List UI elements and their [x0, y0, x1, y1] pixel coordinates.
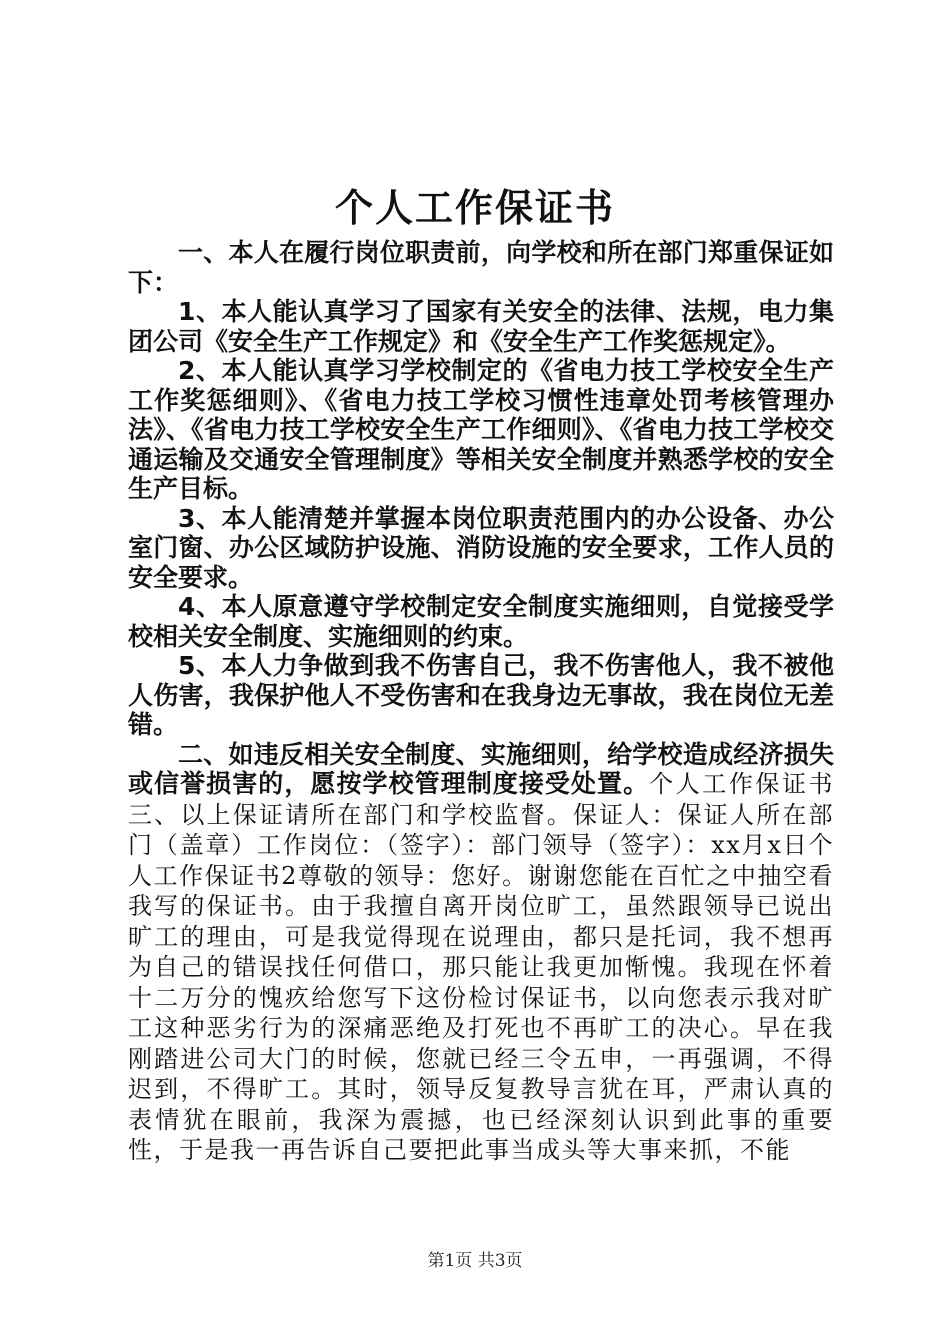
- document-title: 个人工作保证书: [334, 185, 615, 230]
- paragraph-section-2: [128, 740, 834, 1166]
- section-2-bold-text: 二、如违反相关安全制度、实施细则，给学校造成经济损失或信誉损害的，愿按学校管理制度接受处置。: [128, 739, 834, 798]
- paragraph-intro: 一、本人在履行岗位职责前，向学校和所在部门郑重保证如下：: [128, 238, 834, 297]
- paragraph-item-3: 3、本人能清楚并掌握本岗位职责范围内的办公设备、办公室门窗、办公区域防护设施、消防设施的安全要求，工作人员的安全要求。: [128, 503, 834, 592]
- paragraph-item-5: 5、本人力争做到我不伤害自己，我不伤害他人，我不被他人伤害，我保护他人不受伤害和在我身边无事故，我在岗位无差错。: [128, 651, 834, 739]
- paragraph-item-1: 1、本人能认真学习了国家有关安全的法律、法规，电力集团公司《安全生产工作规定》和《安全生产工作奖惩规定》。: [128, 297, 834, 356]
- document-body: [128, 238, 834, 1166]
- paragraph-item-2: 2、本人能认真学习学校制定的《省电力技工学校安全生产工作奖惩细则》、《省电力技工学校习惯性违章处罚考核管理办法》、《省电力技工学校安全生产工作细则》、《省电力技工学校交通运输及交通安全管理制度》等相关安全制度并熟悉学校的安全生产目标。: [128, 356, 834, 503]
- section-2-continuation-text: 个人工作保证书三、以上保证请所在部门和学校监督。保证人：保证人所在部门（盖章）工作岗位：（签字）：部门领导（签字）：xx月x日个人工作保证书2尊敬的领导：您好。谢谢您能在百忙之中抽空看我写的保证书。由于我擅自离开岗位旷工，虽然跟领导已说出旷工的理由，可是我觉得现在说理由，都只是托词，我不想再为自己的错误找任何借口，那只能让我更加惭愧。我现在怀着十二万分的愧疚给您写下这份检讨保证书，以向您表示我对旷工这种恶劣行为的深痛恶绝及打死也不再旷工的决心。早在我刚踏进公司大门的时候，您就已经三令五申，一再强调，不得迟到，不得旷工。其时，领导反复教导言犹在耳，严肃认真的表情犹在眼前，我深为震撼，也已经深刻认识到此事的重要性，于是我一再告诉自己要把此事当成头等大事来抓，不能: [128, 770, 834, 1164]
- page-number-footer: 第1页 共3页: [427, 1251, 523, 1271]
- paragraph-item-4: 4、本人原意遵守学校制定安全制度实施细则，自觉接受学校相关安全制度、实施细则的约束。: [128, 592, 834, 651]
